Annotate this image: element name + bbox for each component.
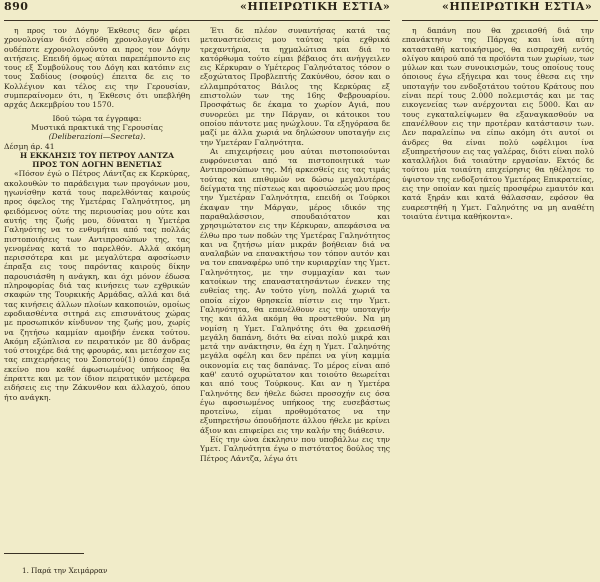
header-rule-right: [402, 20, 598, 21]
section-title: ΠΡΟΣ ΤΟΝ ΔΟΓΗΝ ΒΕΝΕΤΙΑΣ: [32, 160, 162, 170]
paragraph: Είς την ώνα έκκλησιν που υποβάλλω εις την Υμετ. Γαληνότητα έγω ο πιστότατος δούλος της Πέτρος Λάντζα, λέγω ότι: [200, 435, 390, 463]
paragraph: Αι επιχειρήσεις μου αύται πιστοποιούνται ευφρόνεισται από τα πιστοποιητικά των Αντιπροσώπων της. Μή αρκεσθείς εις τας τιμάς τούτας και επιθυμών να δώσω μεγαλυτέρας δείγματα της πίστεως και αφοσιώσεώς μου προς την Υμετέραν Γαληνότητα, επειδή οι Τούρκοι έκαψαν την Μάργαν, μέρος ιδικόν της παραθαλάσσιον, σπουδαιότατον και χρησιμώτατον εις την Κέρκυραν, απεφάσισα να έλθω προ των ποδών της Υμετέρας Γαληνότητος και να ζητήσω μίαν μικράν βοήθειαν διά να αναλαβών να επανακτήσω τον τόπον αυτόν και να τον επαναφέρω υπό την κυριαρχίαν της Υμετ. Γαληνότητος, με την συμμαχίαν και των κατοίκων της επαναστατησάντων ένεκεν της ευθείας της. Αν τούτο γίνη, πολλά χωριά τα οποία είχον θρησκεία πίστιν εις την Υμετ. Γαληνότητα, θα επανέλθουν εις την υποταγήν της και άλλα ακόμη θα προστεθούν. Να μη νομίση η Υμετ. Γαληνότης ότι θα χρειασθή μεγάλη δαπάνη, διότι θα είναι πολύ μικρά και μετά την ανάκτησιν, θα έχη η Υμετ. Γαληνότης μεγάλα οφέλη και δεν πρέπει να γίνη καμμία οικονομία εις τας δαπάνας. Το μέρος είναι από καθ' εαυτό οχυρώτατον και τοιούτο θεωρείται και από τους Τούρκους. Και αν η Υμετέρα Γαληνότης δεν ήθελε δώσει προσοχήν εις όσα έγω αφοσιωμένος υπήκοος της ευσεβάστως προτείνω, είμαι προθυμότατος να την εξυπηρετήσω όπουδήποτε άλλου ήθελε με κρίνει άξιον και επιφείρει εις την καλήν της διάθεσιν.: [200, 146, 390, 435]
text-column-1: [4, 26, 190, 548]
paragraph: Έτι δε πλέον συναντήσας κατά τας μεταναστεύσεις μου ταύτας τρία εχθρικά τρεχαντήρια, τα ηχμαλώτισα και διά το κατόρθωμα τούτο είμαι βέβαιος ότι ανήγγειλεν εις Κέρκυραν ο Υμέτερος Γαληνότατος τόσον ο εξοχώτατος Προβλεπτής Ζακύνθου, όσον και ο ελλαμπρότατος Βάιλος της Κερκύρας εξ επιστολών των της 16ης Φεβρουαρίου. Προσφάτως δε έκαμα το χωρίον Αγιά, που συνορεύει με την Πάργαν, οι κάτοικοι του οποίου πάντοτε μας ηνώχλουν. Τα εξηγόρασα δε μαζί με άλλα χωριά να δηλώσουν υποταγήν εις την Υμετέραν Γαληνότητα.: [200, 26, 390, 147]
footnote: 1. Παρά την Χειμάρραν: [22, 566, 108, 575]
paragraph: η προς τον Δόγην Έκθεσις δεν φέρει χρονολογίαν διότι εδόθη χρονολογίαν διότι ουδέποτε εχρονολογούντο αι προς τον Δόγην αιτήσεις. Επειδή όμως αύται παρεπέμποντο εις τους εξ Συμβούλους του Δόγη και κατόπιν εις τους Σαδίους (σοφούς) έπειτα δε εις το Κολλέγιον και τέλος εις την Γερουσίαν, συμπεραίνομεν ότι, η Έκθεσις ότι υπεβλήθη αρχάς Δεκεμβρίου του 1570.: [4, 26, 190, 110]
footnote-rule: [4, 553, 84, 554]
text-column-2: [200, 26, 390, 578]
running-header-right: «ΗΠΕΙΡΩΤΙΚΗ ΕΣΤΙΑ»: [442, 0, 593, 13]
paragraph: «Πόσον έγώ ο Πέτρος Λάντζας εκ Κερκύρας, ακολουθών το παράδειγμα των προγόνων μου, ηγωνίσθην κατά τους παρελθόντας καιρούς προς όφελος της Υμετέρας Γαληνότητος, μη φειδόμενος ούτε της περιουσίας μου ούτε και αυτής της ζωής μου, δύναται η Υμετέρα Γαληνότης να το ενθυμήται από τας πολλάς πιστοποιήσεις των Αντιπροσώπων της, τας γενομένας κατά το παρελθόν. Αλλά ακόμη περισσότερα και με μεγαλύτερα αφοσίωσιν έπραξα εις τους παρόντας καιρούς δίκην παρουσιάσθη η ανάγκη, και όχι μόνον έδωσα πληροφορίας διά τας κινήσεις των εχθρικών σκαφών της Τουρκικής Αρμάδας, αλλά και διά τας κινήσεις άλλων πλοίων κακοποιών, ομοίως εφοδιασθέντα σιτηρά εις επισυνάτους χώρας με προσωπικόν κίνδυνον της ζωής μου, χωρίς να ζητήσω καμμίαν αμοιβήν ένεκα τούτου. Ακόμη εξώπλισα εν πειρατικόν με 80 άνδρας τού στοιχέρε διά της φρουράς, και μετέσχον εις τας επιχειρήσεις του Σοποτού(1) όπου έπραξα εκείνο που καθέ άφωσιωμένος υπήκοος θα έπραττε και με τον ίδιον πειρατικόν μετέφερα ειδήσεις εις την Ζάκυνθον και άλλαχού, όπου ήτο ανάγκη.: [4, 169, 190, 402]
paragraph: Δέσμη άρ. 41: [4, 141, 55, 151]
paragraph: Ιδού τώρα τα έγγραφα:: [52, 113, 142, 123]
paragraph: η δαπάνη που θα χρειασθή διά την επανάκτησιν της Πάργας και ίνα αύτη κατασταθή κατοικήσιμος, θα εισπραχθή εντός ολίγου καιρού από τα προϊόντα των χωρίων, των μύλων και των συνοικισμών, τους οποίους τους όποιους έγω εξήγειρα και τους έθεσα εις την υποταγήν του ενδοξοτάτου τούτου Κράτους που είναι περί τους 2.000 πολεμιστάς και με τας εικογενείας των ανέρχονται εις 5000. Και αν τους εγκαταλείψωμεν θα εξαναγκασθούν να επανέλθουν εις την προτέραν κατάστασιν των. Δεν παραλείπω να είπω ακόμη ότι αυτοί οι άνδρες θα είναι πολύ ωφέλιμοι ίνα εξυπηρετήσουν εις τας γαλέρας, διότι είναι πολύ καταλλήλοι διά τοιαύτην εργασίαν. Εκτός δε τούτου μία τοιαύτη επιχείρησις θα ηθέλησε το ύψιστον της ενδοξοτάτου Υμετέρας Επικρατείας, εις την οποίαν και ημείς προσφέρω εμαυτόν και κατά ξηράν και κατά θάλασσαν, εφόσον θα ευαρεστηθή η Υμετ. Γαληνότης να μη αναθέτη τοιαύτα έντιμα καθήκοντα».: [402, 26, 594, 221]
section-title: Η ΕΚΚΛΗΣΙΣ ΤΟΥ ΠΕΤΡΟΥ ΛΑΝΤΖΑ: [20, 150, 174, 160]
paragraph: (Deliberazioni—Secreta).: [48, 132, 146, 142]
paragraph: Μυστικά πρακτικά της Γερουσίας: [31, 122, 163, 132]
running-header-left: «ΗΠΕΙΡΩΤΙΚΗ ΕΣΤΙΑ»: [240, 0, 391, 13]
page-number: 890: [4, 0, 29, 13]
header-rule-left: [4, 20, 390, 21]
text-column-3: [402, 26, 594, 226]
